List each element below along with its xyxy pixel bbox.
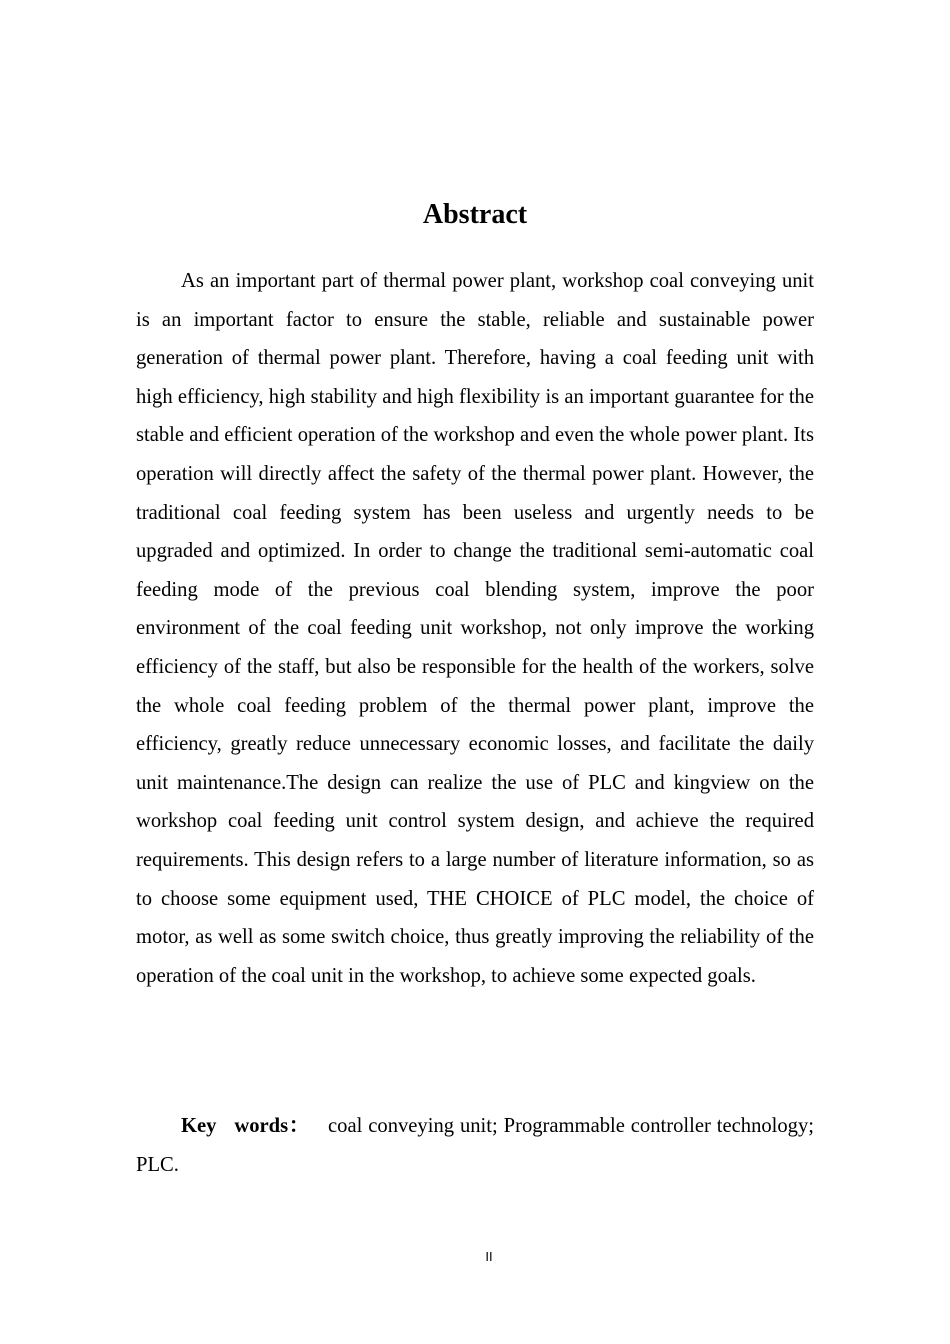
page-title: Abstract [422,199,528,230]
page-number: II [485,1249,493,1264]
abstract-paragraph: As an important part of thermal power plant, workshop coal conveying unit is an important factor to ensure the stable, reliable and sustainable power generation of thermal power plant. Therefore, having a coal feeding unit with high efficiency, high stability and high flexibility is an important guarantee for the stable and efficient operation of the workshop and even the whole power plant. Its operation will directly affect the safety of the thermal power plant. However, the traditional coal feeding system has been useless and urgently needs to be upgraded and optimized. In order to change the traditional semi-automatic coal feeding mode of the previous coal blending system, improve the poor environment of the coal feeding unit workshop, not only improve the working efficiency of the staff, but also be responsible for the health of the workers, solve the whole coal feeding problem of the thermal power plant, improve the efficiency, greatly reduce unnecessary economic losses, and facilitate the daily unit maintenance.The design can realize the use of PLC and kingview on the workshop coal feeding unit control system design, and achieve the required requirements. This design refers to a large number of literature information, so as to choose some equipment used, THE CHOICE of PLC model, the choice of motor, as well as some switch choice, thus greatly improving the reliability of the operation of the coal unit in the workshop, to achieve some expected goals. [136,270,814,987]
keywords-text: coal conveying unit; Programmable controller technology; PLC. [136,1115,814,1176]
keywords-paragraph [136,1107,814,1184]
keywords-label: Key words： [181,1115,311,1137]
